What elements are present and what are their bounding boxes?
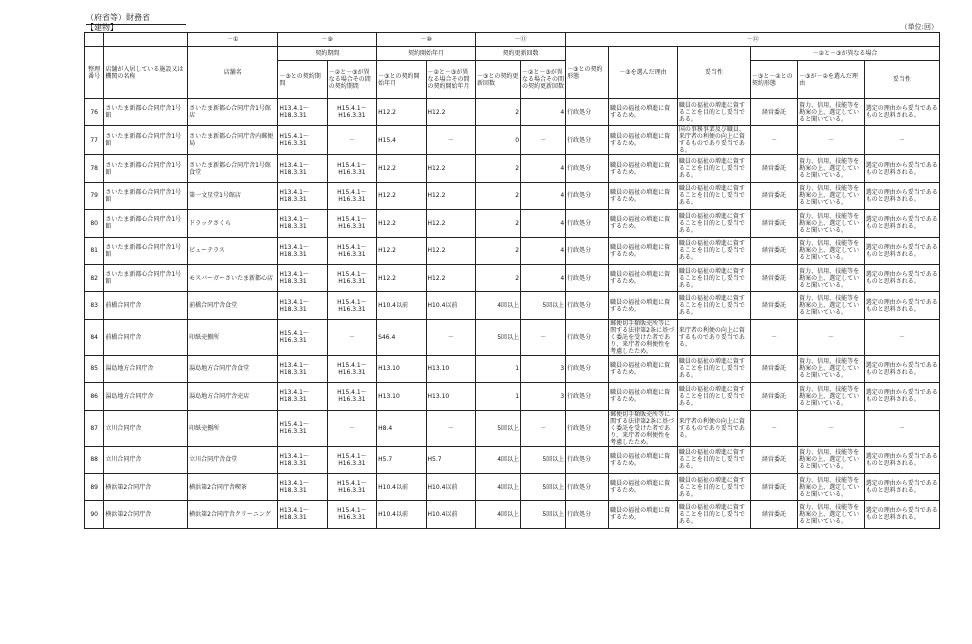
contract-form-2: 経営委託 [750,99,797,126]
contract-start-23: H13.10 [426,383,475,410]
validity-text: 職員の福祉の増進に資することを目的とし妥当である。 [677,383,750,410]
row-number: 79 [85,182,104,209]
store-name: 第一文星堂1号館店 [188,182,278,209]
facility-name: 前橋合同庁舎 [104,319,188,355]
table-row [85,99,940,126]
contract-start-23: H5.7 [426,446,475,473]
contract-form: 行政処分 [566,126,609,155]
contract-period-23: － [327,126,376,155]
contract-period-23: H15.4.1～H16.3.31 [327,446,376,473]
row-number: 85 [85,355,104,382]
renewal-count-header: 契約更新回数 [475,47,565,61]
contract-period-23: H15.4.1～H16.3.31 [327,210,376,237]
group-12-header: －⑫ [566,33,940,47]
store-name: 横浜第2合同庁舎クリーニング [188,501,278,528]
renewal-count-23: － [521,410,566,446]
facility-name: さいたま新都心合同庁舎1号館 [104,182,188,209]
contract-period-3: H13.4.1～H18.3.31 [278,264,327,291]
contract-start-23: － [426,126,475,155]
validity-text-2: 選定の理由から妥当であるものと思料される。 [864,292,939,319]
contract-form: 行政処分 [566,264,609,291]
facility-name: さいたま新都心合同庁舎1号館 [104,210,188,237]
facility-name: 湯島地方合同庁舎 [104,355,188,382]
contract-start-23: H12.2 [426,264,475,291]
selection-reason-2: 資力、信用、技能等を勘案の上、選定していると聞いている。 [798,446,865,473]
validity-text: 職員の福祉の増進に資することを目的とし妥当である。 [677,292,750,319]
group-9-header: －⑨ [278,33,377,47]
selection-reason: 職員の福祉の増進に資するため。 [609,237,678,264]
facility-name: さいたま新都心合同庁舎1号館 [104,126,188,155]
store-name: ドラックさくら [188,210,278,237]
renewal-count-23: 4 [521,182,566,209]
store-name: 印紙売捌所 [188,319,278,355]
contract-period-3: H13.4.1～H18.3.31 [278,210,327,237]
contract-period-3: H13.4.1～H18.3.31 [278,501,327,528]
contract-start-3: H8.4 [377,410,426,446]
facility-name: 立川合同庁舎 [104,410,188,446]
contract-start-3: H10.4以前 [377,292,426,319]
contract-form-2: 経営委託 [750,264,797,291]
contract-period-23: H15.4.1～H16.3.31 [327,501,376,528]
contract-form-2: 経営委託 [750,355,797,382]
validity-text: 国の事務事業及び職員、来庁者の利便の向上に資するものであり妥当である。 [677,126,750,155]
contract-start-3: S46.4 [377,319,426,355]
renewal-23-header: －②と－③が異なる場合その間の契約更新回数 [521,61,566,99]
selection-reason: 職員の福祉の増進に資するため。 [609,126,678,155]
selection-reason: 職員の福祉の増進に資するため。 [609,210,678,237]
renewal-count-23: 5回以上 [521,446,566,473]
contract-start-23: H10.4以前 [426,473,475,500]
contract-period-23: H15.4.1～H16.3.31 [327,237,376,264]
renewal-count-3: 4回以上 [475,446,520,473]
renewal-count-3: 5回以上 [475,410,520,446]
contract-start-23: H13.10 [426,355,475,382]
row-number: 90 [85,501,104,528]
row-number: 80 [85,210,104,237]
validity-text-2: 選定の理由から妥当であるものと思料される。 [864,210,939,237]
store-name: 横浜第2合同庁舎喫茶 [188,473,278,500]
contract-start-23: － [426,410,475,446]
validity-text: 職員の福祉の増進に資することを目的とし妥当である。 [677,473,750,500]
selection-reason: 職員の福祉の増進に資するため。 [609,155,678,182]
selection-reason: 郵便切手類販売所等に関する法律第2条に基づく委託を受けた者であり、来庁者の利便性を考慮したため。 [609,319,678,355]
contract-period-3: H15.4.1～H16.3.31 [278,319,327,355]
ministry-label: （府省等）財務省 [86,12,186,25]
contract-period-23: H15.4.1～H16.3.31 [327,473,376,500]
contract-form: 行政処分 [566,355,609,382]
contract-start-3: H10.4以前 [377,501,426,528]
renewal-count-3: 1 [475,355,520,382]
selection-reason-2: 資力、信用、技能等を勘案の上、選定していると聞いている。 [798,383,865,410]
contract-period-23: － [327,410,376,446]
contract-period-23: H15.4.1～H16.3.31 [327,355,376,382]
contract-period-3: H13.4.1～H18.3.31 [278,237,327,264]
table-row [85,410,940,446]
table-row [85,182,940,209]
validity-text: 職員の福祉の増進に資することを目的とし妥当である。 [677,446,750,473]
selection-reason: 郵便切手類販売所等に関する法律第2条に基づく委託を受けた者であり、来庁者の利便性を考慮したため。 [609,410,678,446]
row-number: 82 [85,264,104,291]
selection-reason: 職員の福祉の増進に資するため。 [609,501,678,528]
validity-text-2: － [864,319,939,355]
validity-text: 職員の福祉の増進に資することを目的とし妥当である。 [677,155,750,182]
validity-text-2: 選定の理由から妥当であるものと思料される。 [864,355,939,382]
validity-text-2: － [864,410,939,446]
selection-reason: 職員の福祉の増進に資するため。 [609,99,678,126]
contract-form: 行政処分 [566,210,609,237]
validity-text: 来庁者の利便の向上に資するものであり妥当である。 [677,410,750,446]
header-blank [85,33,104,47]
table-row [85,501,940,528]
facility-name: 横浜第2合同庁舎 [104,473,188,500]
contract-period-3: H15.4.1～H16.3.31 [278,126,327,155]
selection-reason: 職員の福祉の増進に資するため。 [609,355,678,382]
selection-reason-2: － [798,410,865,446]
group-10-header: －⑩ [377,33,476,47]
contract-start-23: H10.4以前 [426,501,475,528]
table-row [85,210,940,237]
row-number: 87 [85,410,104,446]
facility-name: 前橋合同庁舎 [104,292,188,319]
contract-period-23: H15.4.1～H16.3.31 [327,155,376,182]
table-row [85,237,940,264]
validity-text-2: 選定の理由から妥当であるものと思料される。 [864,473,939,500]
start-3-header: －③との契約開始年月 [377,61,426,99]
contract-form-2: － [750,410,797,446]
contract-period-23: H15.4.1～H16.3.31 [327,383,376,410]
selection-reason-2: 資力、信用、技能等を勘案の上、選定していると聞いている。 [798,99,865,126]
renewal-count-3: 2 [475,182,520,209]
renewal-count-3: 2 [475,237,520,264]
contract-period-23: － [327,319,376,355]
contract-form-2: 経営委託 [750,155,797,182]
table-row [85,473,940,500]
reason-header: －③を選んだ理由 [609,47,678,99]
contract-period-3: H13.4.1～H18.3.31 [278,355,327,382]
start-23-header: －②と－③が異なる場合その間の契約開始年月 [426,61,475,99]
selection-reason-2: 資力、信用、技能等を勘案の上、選定していると聞いている。 [798,355,865,382]
selection-reason-2: － [798,126,865,155]
contract-period-3: H13.4.1～H18.3.31 [278,182,327,209]
table-row [85,126,940,155]
validity-text-2: 選定の理由から妥当であるものと思料される。 [864,446,939,473]
renewal-count-3: 2 [475,99,520,126]
selection-reason-2: 資力、信用、技能等を勘案の上、選定していると聞いている。 [798,237,865,264]
selection-reason: 職員の福祉の増進に資するため。 [609,292,678,319]
validity-text: 来庁者の利便の向上に資するものであり妥当である。 [677,319,750,355]
facility-name: さいたま新都心合同庁舎1号館 [104,237,188,264]
contract-form-2: 経営委託 [750,383,797,410]
renewal-count-23: 4 [521,237,566,264]
validity-text: 職員の福祉の増進に資することを目的とし妥当である。 [677,182,750,209]
store-name: ビューテラス [188,237,278,264]
contract-start-3: H12.2 [377,264,426,291]
contract-start-header: 契約開始年月 [377,47,476,61]
renewal-count-3: 0 [475,126,520,155]
selection-reason-2: 資力、信用、技能等を勘案の上、選定していると聞いている。 [798,473,865,500]
renewal-3-header: －③との契約更新回数 [475,61,520,99]
contract-start-23: H12.2 [426,99,475,126]
store-name: さいたま新都心合同庁舎1号館食堂 [188,155,278,182]
renewal-count-23: 4 [521,210,566,237]
contract-form: 行政処分 [566,383,609,410]
different-case-header: －②と－③が異なる場合 [750,47,939,61]
group-11-header: －⑪ [475,33,565,47]
table-row [85,292,940,319]
category-label: 【建物】 [86,23,118,32]
validity-text-2: 選定の理由から妥当であるものと思料される。 [864,383,939,410]
store-name: モスバーガーさいたま新都心店 [188,264,278,291]
contract-period-3: H15.4.1～H16.3.31 [278,410,327,446]
renewal-count-3: 4回以上 [475,473,520,500]
contract-start-3: H12.2 [377,99,426,126]
contract-start-3: H12.2 [377,182,426,209]
validity-text: 職員の福祉の増進に資することを目的とし妥当である。 [677,237,750,264]
validity-text: 職員の福祉の増進に資することを目的とし妥当である。 [677,355,750,382]
contract-form: 行政処分 [566,182,609,209]
row-number: 81 [85,237,104,264]
contract-form: 行政処分 [566,99,609,126]
store-header: 店舗名 [188,47,278,99]
table-row [85,155,940,182]
row-number: 78 [85,155,104,182]
contract-period-3: H13.4.1～H18.3.31 [278,292,327,319]
contract-start-23: H12.2 [426,237,475,264]
contract-start-3: H5.7 [377,446,426,473]
contract-start-23: H12.2 [426,182,475,209]
contract-start-23: H12.2 [426,210,475,237]
selection-reason: 職員の福祉の増進に資するため。 [609,383,678,410]
renewal-count-3: 4回以上 [475,501,520,528]
header-blank [104,33,188,47]
store-name: 前橋合同庁舎食堂 [188,292,278,319]
selection-reason: 職員の福祉の増進に資するため。 [609,182,678,209]
selection-reason-2: 資力、信用、技能等を勘案の上、選定していると聞いている。 [798,182,865,209]
reason-2-header: －③が－②を選んだ理由 [798,61,865,99]
row-number: 88 [85,446,104,473]
facility-header: 店舗が入居している施設又は機関の名称 [104,47,188,99]
facility-name: さいたま新都心合同庁舎1号館 [104,264,188,291]
contract-start-3: H12.2 [377,237,426,264]
facility-name: さいたま新都心合同庁舎1号館 [104,155,188,182]
renewal-count-3: 2 [475,210,520,237]
renewal-count-23: 3 [521,383,566,410]
validity-text-2: － [864,126,939,155]
validity-text: 職員の福祉の増進に資することを目的とし妥当である。 [677,264,750,291]
validity-text-2: 選定の理由から妥当であるものと思料される。 [864,237,939,264]
table-row [85,355,940,382]
contract-form-2: 経営委託 [750,446,797,473]
renewal-count-23: 4 [521,264,566,291]
selection-reason-2: 資力、信用、技能等を勘案の上、選定していると聞いている。 [798,292,865,319]
store-name: さいたま新都心合同庁舎1号館店 [188,99,278,126]
contract-form-2: 経営委託 [750,182,797,209]
number-header: 整理番号 [85,47,104,99]
selection-reason: 職員の福祉の増進に資するため。 [609,446,678,473]
contract-start-3: H13.10 [377,383,426,410]
group-1-header: －① [188,33,278,47]
contract-form-2: － [750,126,797,155]
contract-form-2: 経営委託 [750,501,797,528]
renewal-count-23: 5回以上 [521,473,566,500]
facility-name: さいたま新都心合同庁舎1号館 [104,99,188,126]
table-row [85,383,940,410]
contract-form: 行政処分 [566,501,609,528]
contract-period-23: H15.4.1～H16.3.31 [327,264,376,291]
contract-form-2: 経営委託 [750,292,797,319]
selection-reason-2: 資力、信用、技能等を勘案の上、選定していると聞いている。 [798,501,865,528]
contract-form: 行政処分 [566,237,609,264]
renewal-count-23: 4 [521,99,566,126]
contract-period-23: H15.4.1～H16.3.31 [327,292,376,319]
contract-start-3: H12.2 [377,155,426,182]
contract-form-2: － [750,319,797,355]
period-3-header: －③との契約期間 [278,61,327,99]
row-number: 76 [85,99,104,126]
contract-form: 行政処分 [566,410,609,446]
validity-text-2: 選定の理由から妥当であるものと思料される。 [864,99,939,126]
contract-start-23: － [426,319,475,355]
contract-form: 行政処分 [566,319,609,355]
renewal-count-3: 2 [475,155,520,182]
validity-text-2: 選定の理由から妥当であるものと思料される。 [864,155,939,182]
contract-start-3: H15.4 [377,126,426,155]
unit-label: （単位:回） [900,23,938,31]
contract-form-2-header: －③と－②との契約形態 [750,61,797,99]
store-name: さいたま新都心合同庁舎内郵便局 [188,126,278,155]
renewal-count-3: 4回以上 [475,292,520,319]
facility-name: 立川合同庁舎 [104,446,188,473]
contract-form-2: 経営委託 [750,210,797,237]
selection-reason-2: 資力、信用、技能等を勘案の上、選定していると聞いている。 [798,264,865,291]
table-row [85,446,940,473]
contract-form: 行政処分 [566,292,609,319]
period-23-header: －②と－③が異なる場合その間の契約期間 [327,61,376,99]
row-number: 77 [85,126,104,155]
contract-form-2: 経営委託 [750,237,797,264]
contract-period-3: H13.4.1～H18.3.31 [278,155,327,182]
contract-period-header: 契約期間 [278,47,377,61]
contract-period-3: H13.4.1～H18.3.31 [278,99,327,126]
row-number: 89 [85,473,104,500]
contract-period-3: H13.4.1～H18.3.31 [278,473,327,500]
store-name: 立川合同庁舎食堂 [188,446,278,473]
validity-text: 職員の福祉の増進に資することを目的とし妥当である。 [677,99,750,126]
selection-reason-2: － [798,319,865,355]
renewal-count-23: 5回以上 [521,501,566,528]
renewal-count-23: － [521,319,566,355]
contract-period-3: H13.4.1～H18.3.31 [278,383,327,410]
contract-start-3: H12.2 [377,210,426,237]
row-number: 83 [85,292,104,319]
contract-start-3: H13.10 [377,355,426,382]
renewal-count-3: 5回以上 [475,319,520,355]
contract-period-23: H15.4.1～H16.3.31 [327,99,376,126]
contract-form: 行政処分 [566,155,609,182]
validity-text-2: 選定の理由から妥当であるものと思料される。 [864,182,939,209]
contract-period-23: H15.4.1～H16.3.31 [327,182,376,209]
validity-header: 妥当性 [677,47,750,99]
table-row [85,319,940,355]
renewal-count-3: 2 [475,264,520,291]
validity-text: 職員の福祉の増進に資することを目的とし妥当である。 [677,210,750,237]
selection-reason: 職員の福祉の増進に資するため。 [609,473,678,500]
renewal-count-23: － [521,126,566,155]
facility-name: 湯島地方合同庁舎 [104,383,188,410]
renewal-count-23: 5回以上 [521,292,566,319]
contract-start-23: H10.4以前 [426,292,475,319]
validity-text-2: 選定の理由から妥当であるものと思料される。 [864,501,939,528]
selection-reason: 職員の福祉の増進に資するため。 [609,264,678,291]
selection-reason-2: 資力、信用、技能等を勘案の上、選定していると聞いている。 [798,155,865,182]
contract-period-3: H13.4.1～H18.3.31 [278,446,327,473]
contract-form-header: －③との契約形態 [566,47,609,99]
contract-table [84,32,940,529]
renewal-count-23: 4 [521,155,566,182]
contract-start-23: H12.2 [426,155,475,182]
row-number: 86 [85,383,104,410]
renewal-count-23: 3 [521,355,566,382]
store-name: 湯島地方合同庁舎売店 [188,383,278,410]
contract-form-2: 経営委託 [750,473,797,500]
table-row [85,264,940,291]
renewal-count-3: 1 [475,383,520,410]
validity-text: 職員の福祉の増進に資することを目的とし妥当である。 [677,501,750,528]
validity-text-2: 選定の理由から妥当であるものと思料される。 [864,264,939,291]
contract-form: 行政処分 [566,446,609,473]
contract-start-3: H10.4以前 [377,473,426,500]
contract-form: 行政処分 [566,473,609,500]
validity-2-header: 妥当性 [864,61,939,99]
row-number: 84 [85,319,104,355]
store-name: 湯島地方合同庁舎食堂 [188,355,278,382]
store-name: 印紙売捌所 [188,410,278,446]
selection-reason-2: 資力、信用、技能等を勘案の上、選定していると聞いている。 [798,210,865,237]
facility-name: 横浜第2合同庁舎 [104,501,188,528]
